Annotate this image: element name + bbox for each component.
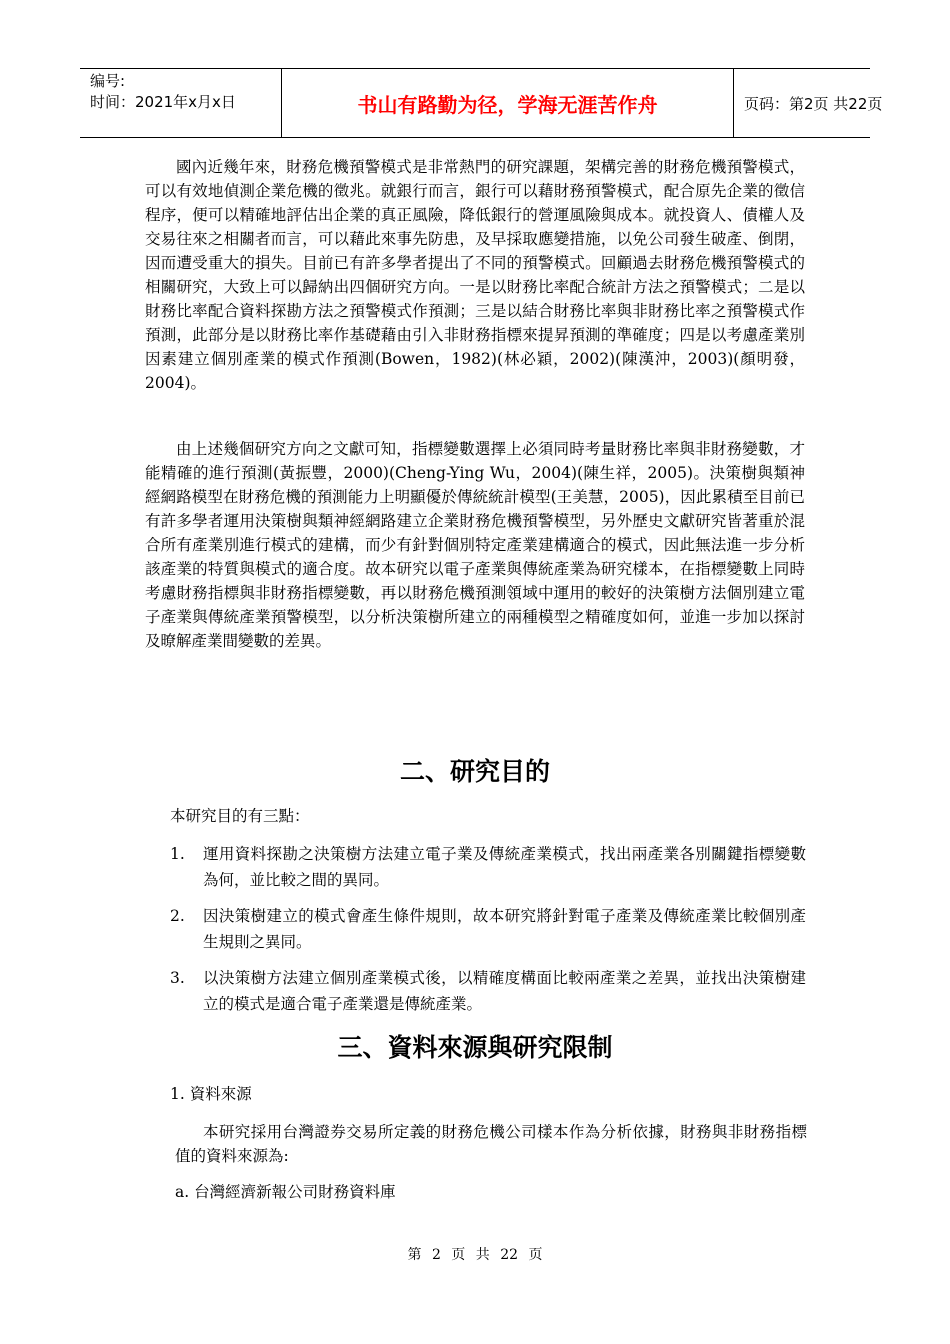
data-source-item-a: a. 台灣經濟新報公司財務資料庫 [175,1183,396,1201]
document-time-label: 时间：2021年x月x日 [90,93,236,111]
objective-number: 1. [170,845,185,863]
header-page-info: 页码：第2页 共22页 [744,94,883,113]
objective-number: 3. [170,969,185,987]
document-number-label: 编号: [90,72,126,90]
header-info-cell [80,69,282,137]
objective-text: 以決策樹方法建立個別產業模式後，以精確度構面比較兩產業之差異，並找出決策樹建立的模式是適合電子產業還是傳統產業。 [203,969,806,1013]
section-3-heading: 三、資料來源與研究限制 [337,1033,613,1062]
section-2-intro: 本研究目的有三點： [170,807,310,825]
objective-text: 運用資料探勘之決策樹方法建立電子業及傳統產業模式，找出兩產業各別關鍵指標變數為何，並比較之間的異同。 [203,845,806,889]
page-footer: 第 2 页 共 22 页 [407,1247,543,1263]
header-motto: 书山有路勤为径，学海无涯苦作舟 [282,69,734,137]
objective-text: 因決策樹建立的模式會產生條件規則，故本研究將針對電子產業及傳統產業比較個別產生規則之異同。 [203,907,806,951]
body-paragraph-1: 國內近幾年來，財務危機預警模式是非常熱門的研究課題，架構完善的財務危機預警模式，可以有效地偵測企業危機的徵兆。就銀行而言，銀行可以藉財務預警模式，配合原先企業的徵信程序，便可以精確地評估出企業的真正風險，降低銀行的營運風險與成本。就投資人、債權人及交易往來之相關者而言，可以藉此來事先防患，及早採取應變措施，以免公司發生破產、倒閉，因而遭受重大的損失。目前已有許多學者提出了不同的預警模式。回顧過去財務危機預警模式的相關研究，大致上可以歸納出四個研究方向。一是以財務比率配合統計方法之預警模式；二是以財務比率配合資料探勘方法之預警模式作預測；三是以結合財務比率與非財務比率之預警模式作預測，此部分是以財務比率作基礎藉由引入非財務指標來提昇預測的準確度；四是以考慮產業別因素建立個別產業的模式作預測(Bowen，1982)(林必穎，2002)(陳漢沖，2003)(顏明發，2004)。 [145,158,805,392]
body-paragraph-3: 本研究採用台灣證券交易所定義的財務危機公司樣本作為分析依據，財務與非財務指標值的資料來源為: [175,1123,807,1165]
data-source-subheading: 1. 資料來源 [170,1085,252,1103]
body-paragraph-2: 由上述幾個研究方向之文獻可知，指標變數選擇上必須同時考量財務比率與非財務變數，才能精確的進行預測(黃振豐，2000)(Cheng-Ying Wu，2004)(陳生祥，2005)。決策樹與類神經網路模型在財務危機的預測能力上明顯優於傳統統計模型(王美慧，2005)，因此累積至目前已有許多學者運用決策樹與類神經網路建立企業財務危機預警模型，另外歷史文獻研究皆著重於混合所有產業別進行模式的建構，而少有針對個別特定產業建構適合的模式，因此無法進一步分析該產業的特質與模式的適合度。故本研究以電子產業與傳統產業為研究樣本，在指標變數上同時考慮財務指標與非財務指標變數，再以財務危機預測領域中運用的較好的決策樹方法個別建立電子產業與傳統產業預警模型，以分析決策樹所建立的兩種模型之精確度如何，並進一步加以探討及暸解產業間變數的差異。 [145,440,805,650]
objective-number: 2. [170,907,185,925]
section-2-heading: 二、研究目的 [399,757,550,786]
page-header [80,68,883,138]
